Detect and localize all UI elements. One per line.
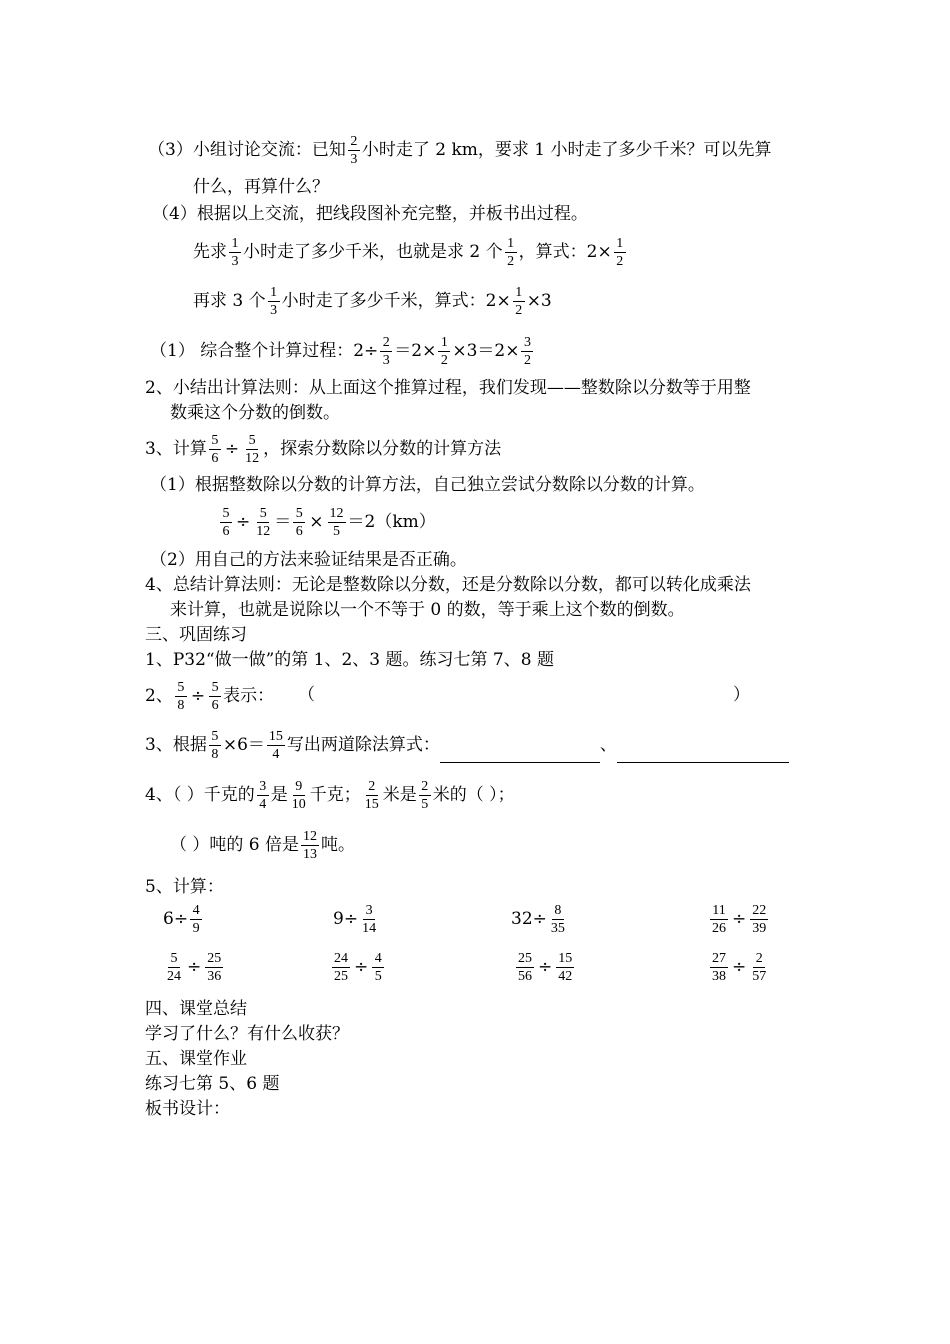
task-3-step-2: （2）用自己的方法来验证结果是否正确。 xyxy=(150,550,467,570)
fraction: $\frac{24}{25}$ xyxy=(334,951,348,984)
step-3-line xyxy=(148,133,772,168)
fraction: $\frac{2}{57}$ xyxy=(752,951,767,984)
calc-item-5: $\frac{5}{24}$ ÷ $\frac{25}{36}$ xyxy=(167,951,222,984)
fraction: $\frac{8}{35}$ xyxy=(550,903,565,936)
answer-paren-close: ） xyxy=(733,685,750,705)
fraction: $\frac{15}{42}$ xyxy=(558,951,573,984)
exercise-3: 3、根据 $\frac{5}{8}$ ×6＝ $\frac{15}{4}$ 写出两道除法算式： 、 xyxy=(145,728,789,763)
fraction: $\frac{5}{8}$ xyxy=(175,679,187,714)
section-5-title: 五、课堂作业 xyxy=(145,1049,247,1069)
fraction: $\frac{3}{14}$ xyxy=(362,903,377,936)
fraction: $\frac{1}{3}$ xyxy=(229,235,241,270)
fraction: $\frac{12}{13}$ xyxy=(303,829,318,862)
fraction: $\frac{1}{2}$ xyxy=(438,334,450,369)
rule-2-line-2: 数乘这个分数的倒数。 xyxy=(170,403,340,423)
fraction: $\frac{5}{12}$ xyxy=(245,433,260,466)
fraction: $\frac{5}{6}$ xyxy=(209,432,221,467)
rule-2-line-1: 2、小结出计算法则：从上面这个推算过程，我们发现——整数除以分数等于用整 xyxy=(145,378,751,398)
fraction: $\frac{3}{4}$ xyxy=(257,778,269,813)
board-design-label: 板书设计： xyxy=(145,1099,230,1119)
calc-item-7: $\frac{25}{56}$ ÷ $\frac{15}{42}$ xyxy=(518,951,573,984)
fraction: $\frac{15}{4}$ xyxy=(268,729,283,762)
exercise-4-line-2: （ ）吨的 6 倍是 $\frac{12}{13}$ 吨。 xyxy=(170,829,356,862)
fraction: $\frac{5}{12}$ xyxy=(256,506,271,539)
fraction: $\frac{1}{2}$ xyxy=(513,284,525,319)
exercise-1: 1、P32“做一做”的第 1、2、3 题。练习七第 7、8 题 xyxy=(145,650,554,670)
fraction: $\frac{2}{3}$ xyxy=(348,133,360,168)
solution-step-1: 先求 $\frac{1}{3}$ 小时走了多少千米，也就是求 2 个 $\frac{1}{2}$ ，算式：2× $\frac{1}{2}$ xyxy=(193,235,628,270)
calc-item-6: $\frac{24}{25}$ ÷ $\frac{4}{5}$ xyxy=(330,950,386,985)
exercise-2: 2、 $\frac{5}{8}$ ÷ $\frac{5}{6}$ 表示： xyxy=(145,680,275,713)
section-4-question: 学习了什么？有什么收获？ xyxy=(145,1024,349,1044)
fraction: $\frac{4}{9}$ xyxy=(190,902,202,937)
task-3-line: 3、计算 $\frac{5}{6}$ ÷ $\frac{5}{12}$ ，探索分数除以分数的计算方法 xyxy=(145,433,502,466)
step-3-text-cont: 小时走了 2 km，要求 1 小时走了多少千米？可以先算 xyxy=(361,140,772,160)
fraction: $\frac{25}{36}$ xyxy=(207,951,222,984)
fraction: $\frac{2}{3}$ xyxy=(380,334,392,369)
fraction: $\frac{1}{3}$ xyxy=(268,284,280,319)
fraction: $\frac{27}{38}$ xyxy=(712,951,726,984)
fraction: $\frac{1}{2}$ xyxy=(505,235,517,270)
fraction: $\frac{22}{39}$ xyxy=(752,903,767,936)
fraction: $\frac{4}{5}$ xyxy=(372,950,384,985)
fraction: $\frac{2}{5}$ xyxy=(419,778,431,813)
section-3-title: 三、巩固练习 xyxy=(145,625,247,645)
task-3-step-1: （1）根据整数除以分数的计算方法，自己独立尝试分数除以分数的计算。 xyxy=(150,475,705,495)
section-4-title: 四、课堂总结 xyxy=(145,999,247,1019)
fraction: $\frac{2}{15}$ xyxy=(364,779,379,812)
step-3-text: （3）小组讨论交流：已知 xyxy=(148,140,346,160)
solution-step-3: （1） 综合整个计算过程：2÷ $\frac{2}{3}$ ＝2× $\frac{1}{2}$ ×3＝2× $\frac{3}{2}$ xyxy=(150,334,535,369)
calc-item-2: 9÷ $\frac{3}{14}$ xyxy=(333,903,377,936)
fraction: $\frac{3}{2}$ xyxy=(521,334,533,369)
exercise-5-title: 5、计算： xyxy=(145,877,224,897)
rule-4-line-1: 4、总结计算法则：无论是整数除以分数，还是分数除以分数，都可以转化成乘法 xyxy=(145,575,751,595)
solution-step-2: 再求 3 个 $\frac{1}{3}$ 小时走了多少千米，算式：2× $\frac{1}{2}$ ×3 xyxy=(193,285,552,318)
fraction: $\frac{5}{6}$ xyxy=(220,505,232,540)
fraction: $\frac{25}{56}$ xyxy=(518,951,532,984)
fraction: $\frac{5}{6}$ xyxy=(293,505,305,540)
fraction: $\frac{5}{24}$ xyxy=(167,951,181,984)
step-4-line: （4）根据以上交流，把线段图补充完整，并板书出过程。 xyxy=(152,204,588,224)
rule-4-line-2: 来计算，也就是说除以一个不等于 0 的数，等于乘上这个数的倒数。 xyxy=(170,600,685,620)
calc-item-3: 32÷ $\frac{8}{35}$ xyxy=(511,903,565,936)
fraction: $\frac{5}{6}$ xyxy=(209,679,221,714)
step-3-line-2: 什么，再算什么？ xyxy=(193,177,329,197)
fraction: $\frac{11}{26}$ xyxy=(712,903,726,936)
task-3-formula: $\frac{5}{6}$ ÷ $\frac{5}{12}$ ＝ $\frac{5}{6}$ × $\frac{12}{5}$ ＝2（km） xyxy=(218,505,436,540)
answer-blank-2[interactable] xyxy=(617,744,789,763)
exercise-4: 4、（ ）千克的 $\frac{3}{4}$ 是 $\frac{9}{10}$ 千克； $\frac{2}{15}$ 米是 $\frac{2}{5}$ 米的（ ）； xyxy=(145,779,515,812)
calc-item-8: $\frac{27}{38}$ ÷ $\frac{2}{57}$ xyxy=(712,951,767,984)
calc-item-4: $\frac{11}{26}$ ÷ $\frac{22}{39}$ xyxy=(712,903,767,936)
answer-paren-open: （ xyxy=(298,685,315,705)
fraction: $\frac{5}{8}$ xyxy=(209,728,221,763)
homework-line: 练习七第 5、6 题 xyxy=(145,1074,280,1094)
calc-item-1: 6÷ $\frac{4}{9}$ xyxy=(163,902,204,937)
answer-blank-1[interactable] xyxy=(440,744,600,763)
fraction: $\frac{12}{5}$ xyxy=(329,506,344,539)
fraction: $\frac{9}{10}$ xyxy=(291,779,306,812)
fraction: $\frac{1}{2}$ xyxy=(614,235,626,270)
